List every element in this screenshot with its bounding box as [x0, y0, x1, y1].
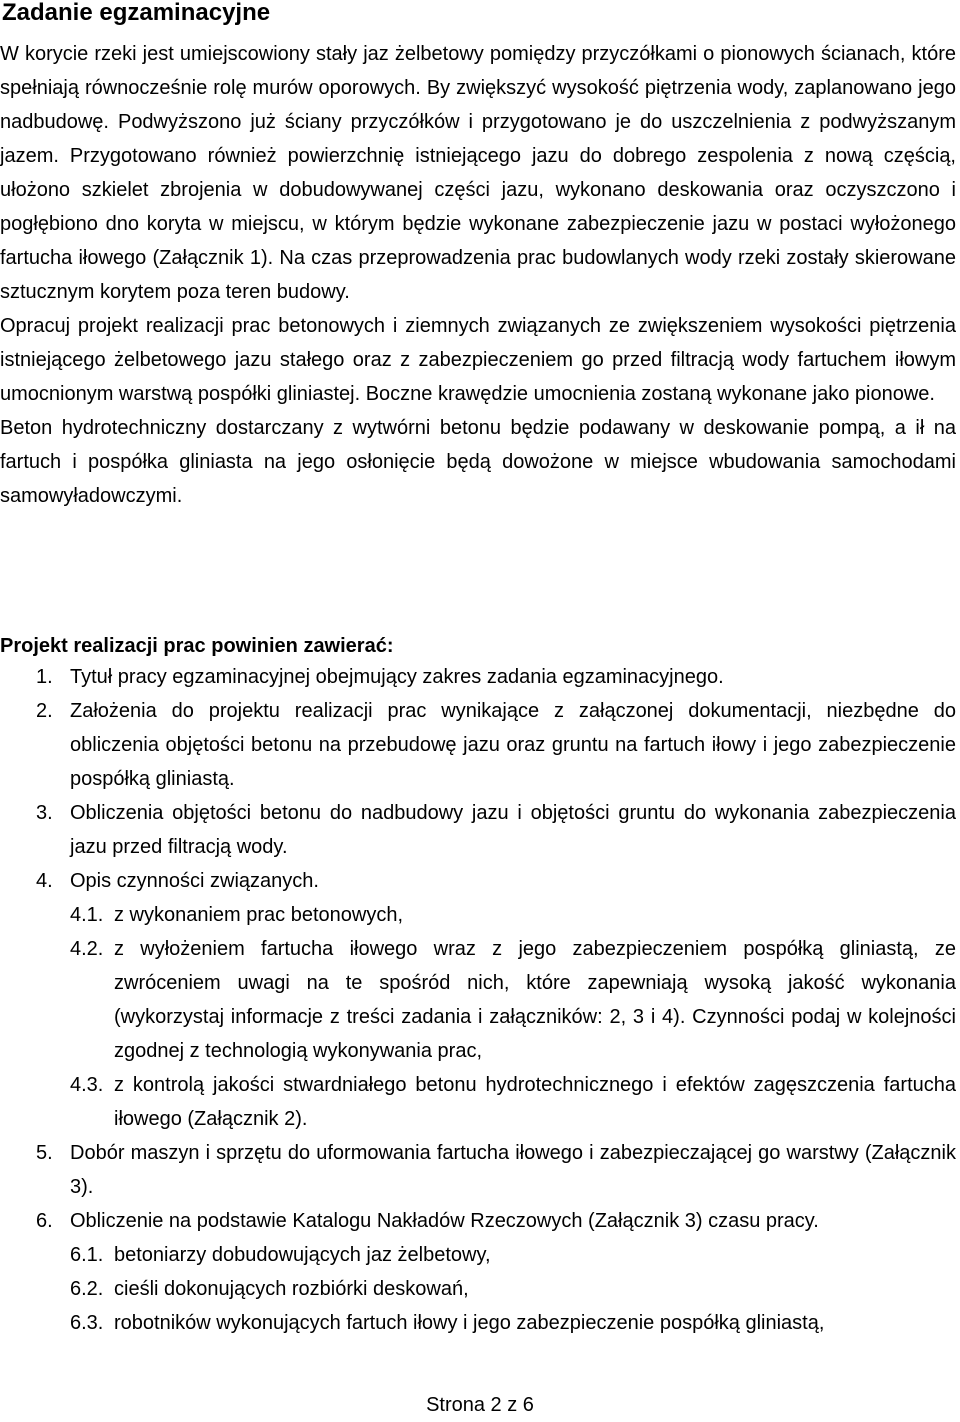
- sub-list-item: [0, 1306, 956, 1340]
- sub-list-item-number: 4.1.: [70, 904, 104, 926]
- list-item-text: Dobór maszyn i sprzętu do uformowania fartucha iłowego i zabezpieczającej go warstwy (Załącznik 3).: [70, 1142, 956, 1198]
- section-heading: Projekt realizacji prac powinien zawierać:: [0, 635, 394, 657]
- list-item: [0, 796, 956, 864]
- list-item: [0, 864, 956, 898]
- sub-list-item-text: robotników wykonujących fartuch iłowy i jego zabezpieczenie pospółką gliniastą,: [114, 1312, 825, 1334]
- list-item-number: 3.: [36, 802, 53, 824]
- sub-list-item: [0, 1068, 956, 1136]
- sub-list-item-text: z wykonaniem prac betonowych,: [114, 904, 404, 926]
- requirements-list: [0, 660, 956, 1340]
- task-description: [0, 37, 956, 513]
- list-item-number: 1.: [36, 666, 53, 688]
- list-item-text: Opis czynności związanych.: [70, 870, 319, 892]
- paragraph: W korycie rzeki jest umiejscowiony stały jaz żelbetowy pomiędzy przyczółkami o pionowych ścianach, które spełniają równocześnie rolę murów oporowych. By zwiększyć wysokość piętrzenia wody, zaplanowano jego nadbudowę. Podwyższono już ściany przyczółków i przygotowano je do uszczelnienia z podwyższanym jazem. Przygotowano również powierzchnię istniejącego jazu do dobrego zespolenia z nową częścią, ułożono szkielet zbrojenia w dobudowywanej części jazu, wykonano deskowania oraz oczyszczono i pogłębiono dno koryta w miejscu, w którym będzie wykonane zabezpieczenie jazu w postaci wyłożonego fartucha iłowego (Załącznik 1). Na czas przeprowadzenia prac budowlanych wody rzeki zostały skierowane sztucznym korytem poza teren budowy.: [0, 43, 956, 303]
- list-item: [0, 694, 956, 796]
- page-title: Zadanie egzaminacyjne: [2, 0, 271, 26]
- list-item: [0, 660, 956, 694]
- list-item-number: 4.: [36, 870, 53, 892]
- sub-list-item-number: 6.2.: [70, 1278, 104, 1300]
- page-number-footer: Strona 2 z 6: [426, 1394, 534, 1416]
- sub-list-item-text: betoniarzy dobudowujących jaz żelbetowy,: [114, 1244, 491, 1266]
- list-item-text: Obliczenie na podstawie Katalogu Nakładów Rzeczowych (Załącznik 3) czasu pracy.: [70, 1210, 819, 1232]
- paragraph: Beton hydrotechniczny dostarczany z wytwórni betonu będzie podawany w deskowanie pompą, a ił na fartuch i pospółka gliniasta na jego osłonięcie będą dowożone w miejsce wbudowania samochodami samowyładowczymi.: [0, 417, 956, 507]
- sub-list-item-text: cieśli dokonujących rozbiórki deskowań,: [114, 1278, 469, 1300]
- sub-list-item-text: z kontrolą jakości stwardniałego betonu hydrotechnicznego i efektów zagęszczenia fartucha iłowego (Załącznik 2).: [114, 1074, 956, 1130]
- list-item-text: Obliczenia objętości betonu do nadbudowy jazu i objętości gruntu do wykonania zabezpieczenia jazu przed filtracją wody.: [70, 802, 956, 858]
- sub-list-item-number: 6.1.: [70, 1244, 104, 1266]
- paragraph: Opracuj projekt realizacji prac betonowych i ziemnych związanych ze zwiększeniem wysokości piętrzenia istniejącego żelbetowego jazu stałego oraz z zabezpieczeniem go przed filtracją wody fartuchem iłowym umocnionym warstwą pospółki gliniastej. Boczne krawędzie umocnienia zostaną wykonane jako pionowe.: [0, 315, 956, 405]
- list-item-number: 2.: [36, 700, 53, 722]
- sub-list-item-text: z wyłożeniem fartucha iłowego wraz z jego zabezpieczeniem pospółką gliniastą, ze zwróceniem uwagi na te spośród nich, które zapewniają wysoką jakość wykonania (wykorzystaj informacje z treści zadania i załączników: 2, 3 i 4). Czynności podaj w kolejności zgodnej z technologią wykonywania prac,: [114, 938, 956, 1062]
- list-item-text: Tytuł pracy egzaminacyjnej obejmujący zakres zadania egzaminacyjnego.: [70, 666, 724, 688]
- sub-list-item: [0, 898, 956, 932]
- sub-list-item: [0, 1238, 956, 1272]
- sub-list-item-number: 6.3.: [70, 1312, 104, 1334]
- list-item: [0, 1204, 956, 1238]
- list-item-number: 6.: [36, 1210, 53, 1232]
- list-item-number: 5.: [36, 1142, 53, 1164]
- list-item: [0, 1136, 956, 1204]
- sub-list-item: [0, 1272, 956, 1306]
- sub-list-item-number: 4.2.: [70, 938, 104, 960]
- list-item-text: Założenia do projektu realizacji prac wynikające z załączonej dokumentacji, niezbędne do obliczenia objętości betonu na przebudowę jazu oraz gruntu na fartuch iłowy i jego zabezpieczenie pospółką gliniastą.: [70, 700, 956, 790]
- sub-list-item: [0, 932, 956, 1068]
- sub-list-item-number: 4.3.: [70, 1074, 104, 1096]
